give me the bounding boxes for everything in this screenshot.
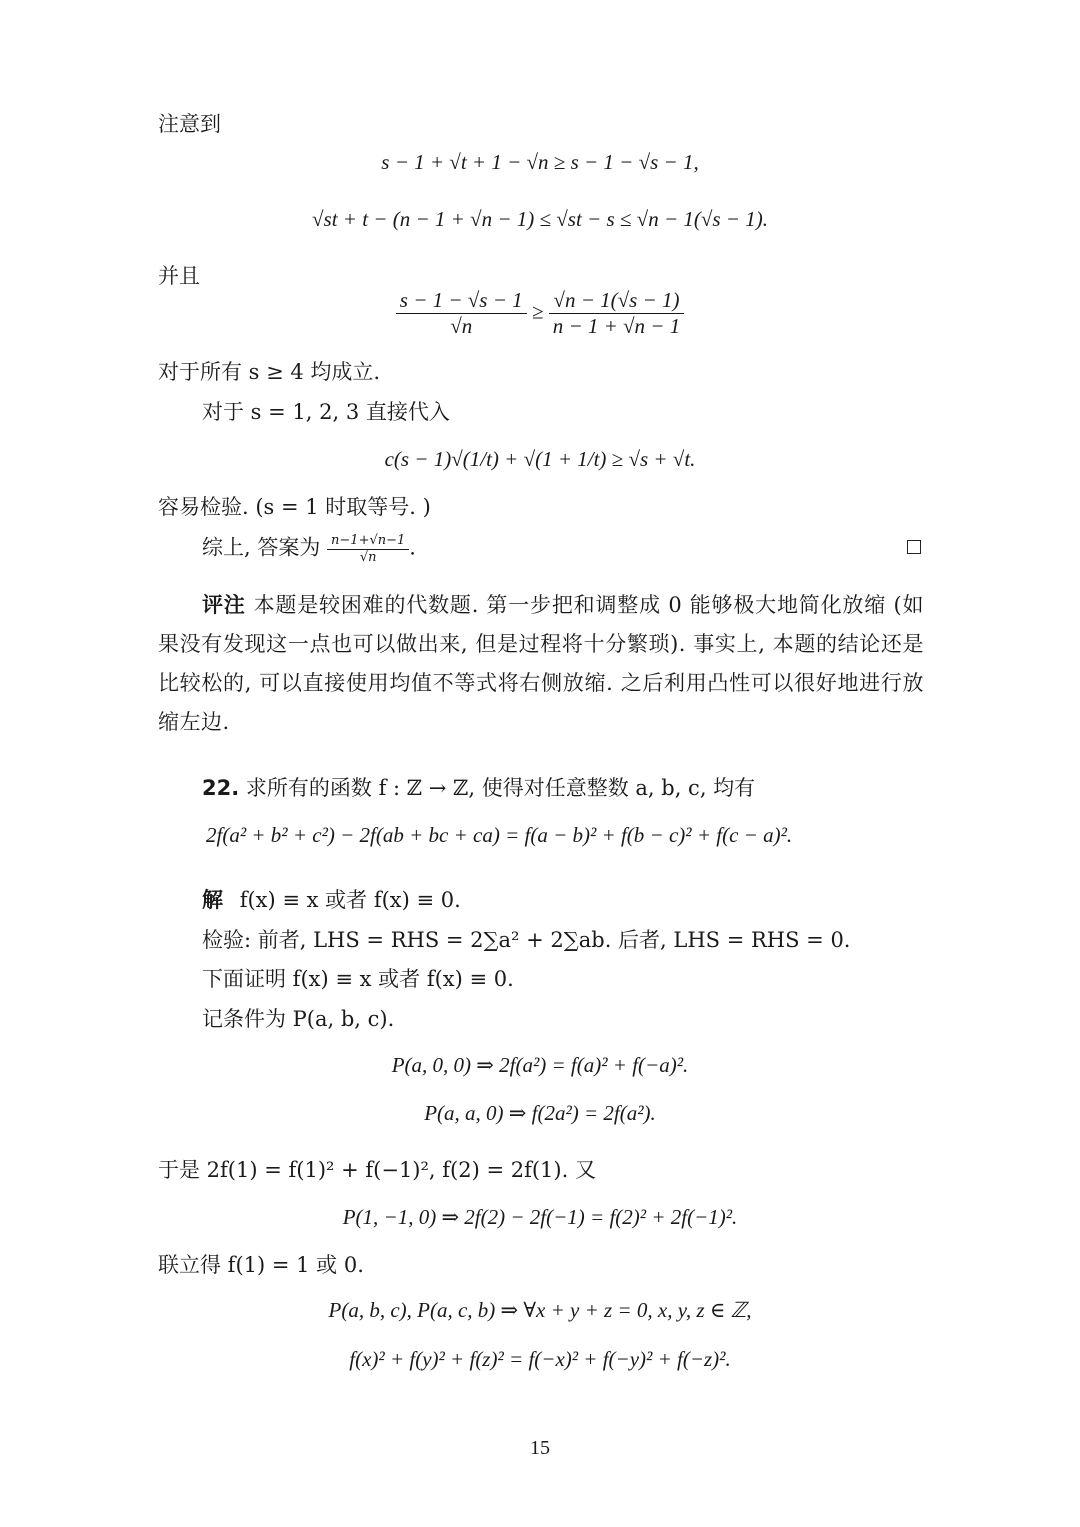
text-line: 注意到	[158, 112, 221, 136]
page-number: 15	[530, 1437, 550, 1459]
equation: √st + t − (n − 1 + √n − 1) ≤ √st − s ≤ √n − 1(√s − 1).	[312, 207, 768, 231]
fraction	[549, 288, 685, 339]
solution-label: 解	[202, 888, 223, 912]
equation: f(x)² + f(y)² + f(z)² = f(−x)² + f(−y)² + f(−z)².	[349, 1347, 731, 1371]
remark-paragraph	[158, 586, 924, 742]
text-line: 综上, 答案为 $\frac{n-1+√n-1}{√n}$ .	[202, 533, 416, 565]
problem-statement	[202, 776, 755, 801]
text-line: 对于 s = 1, 2, 3 直接代入	[202, 400, 450, 424]
text-line: 对于所有 s ≥ 4 均成立.	[158, 360, 381, 384]
fraction	[327, 533, 409, 565]
text-line: 下面证明 f(x) ≡ x 或者 f(x) ≡ 0.	[202, 967, 514, 991]
relation: ≥	[531, 299, 544, 324]
text-line: 记条件为 P(a, b, c).	[202, 1007, 395, 1031]
equation: P(1, −1, 0) ⇒ 2f(2) − 2f(−1) = f(2)² + 2f(−1)².	[342, 1205, 738, 1229]
text-line: 并且	[158, 264, 200, 288]
problem-text: 求所有的函数 f : ℤ → ℤ, 使得对任意整数 a, b, c, 均有	[245, 776, 756, 800]
equation: P(a, a, 0) ⇒ f(2a²) = 2f(a²).	[424, 1101, 656, 1125]
remark-text: 本题是较困难的代数题. 第一步把和调整成 0 能够极大地简化放缩 (如果没有发现这一点也可以做出来, 但是过程将十分繁琐). 事实上, 本题的结论还是比较松的, 可以直接使用均值不等式将右侧放缩. 之后利用凸性可以很好地进行放缩左边.	[158, 593, 924, 734]
solution-line	[202, 888, 461, 913]
text-span: 综上, 答案为	[202, 535, 321, 560]
text-line: 容易检验. (s = 1 时取等号. )	[158, 495, 431, 519]
denominator: √n	[450, 314, 473, 339]
equation-fraction	[0, 288, 1080, 339]
denominator: n − 1 + √n − 1	[552, 314, 681, 339]
text-line: 检验: 前者, LHS = RHS = 2∑a² + 2∑ab. 后者, LHS = RHS = 0.	[202, 928, 851, 952]
denominator: √n	[359, 549, 377, 565]
text-line: 联立得 f(1) = 1 或 0.	[158, 1253, 364, 1277]
fraction	[396, 288, 527, 339]
remark-label: 评注	[202, 593, 246, 617]
qed-square-icon	[907, 540, 921, 554]
equation: P(a, b, c), P(a, c, b) ⇒ ∀x + y + z = 0, x, y, z ∈ ℤ,	[328, 1298, 752, 1322]
equation: P(a, 0, 0) ⇒ 2f(a²) = f(a)² + f(−a)².	[391, 1053, 689, 1077]
text-line: 于是 2f(1) = f(1)² + f(−1)², f(2) = 2f(1). 又	[158, 1158, 596, 1182]
numerator: √n − 1(√s − 1)	[549, 288, 685, 314]
problem-number: 22.	[202, 776, 240, 800]
equation: c(s − 1)√(1/t) + √(1 + 1/t) ≥ √s + √t.	[384, 447, 696, 471]
numerator: n−1+√n−1	[327, 533, 409, 550]
solution-text: f(x) ≡ x 或者 f(x) ≡ 0.	[239, 888, 461, 912]
equation: 2f(a² + b² + c²) − 2f(ab + bc + ca) = f(a − b)² + f(b − c)² + f(c − a)².	[206, 823, 793, 847]
equation: s − 1 + √t + 1 − √n ≥ s − 1 − √s − 1,	[381, 150, 699, 174]
numerator: s − 1 − √s − 1	[396, 288, 527, 314]
